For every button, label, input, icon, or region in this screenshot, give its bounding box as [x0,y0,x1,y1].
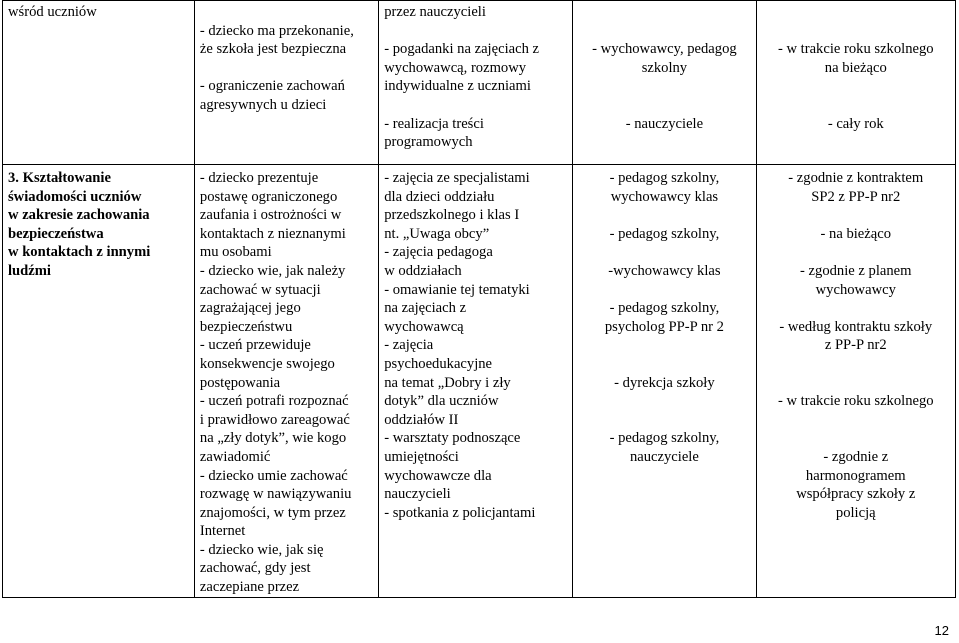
cell-text-line: 3. Kształtowanie [8,170,111,186]
cell-text-line: - w trakcie roku szkolnego [777,393,934,410]
table-row [3,165,956,598]
cell-text-line: indywidualne z uczniami [384,78,531,95]
cell-text-line: że szkoła jest bezpieczna [199,41,347,58]
cell-text-line: - wychowawcy, pedagog [592,41,737,58]
cell-text-line: rozwagę w nawiązywaniu [199,486,352,503]
cell-text-line: zaczepiane przez [199,579,300,596]
blank-line [200,3,373,22]
cell-text-line: zagrażającej jego [199,300,301,317]
cell-text-line: - zgodnie z [823,448,889,465]
blank-line [384,96,567,115]
blank-line [762,3,950,22]
row2-methods-cell [379,165,573,598]
cell-text-line: przedszkolnego i klas I [384,207,520,224]
cell-text-line: wychowawcy klas [610,188,719,205]
cell-text-line: harmonogramem [805,467,906,484]
cell-text-line: wychowawcą [384,318,464,335]
blank-line [578,22,750,41]
cell-text-line: na „zły dotyk”, wie kogo [199,430,347,447]
cell-text-line: znajomości, w tym przez [199,504,346,521]
cell-text-line: na zajęciach z [384,300,467,317]
cell-text-line: mu osobami [199,244,272,261]
row2-deadline-cell [756,165,955,598]
cell-text-line: dotyk” dla uczniów [384,393,499,410]
cell-text-line: oddziałów II [384,411,459,428]
blank-line [578,96,750,115]
cell-text-line: współpracy szkoły z [796,486,916,503]
blank-line [384,22,567,41]
cell-text-line: - cały rok [827,115,884,132]
blank-line [762,77,950,96]
plan-table [2,0,956,598]
cell-text-line: - spotkania z policjantami [384,504,536,521]
blank-line [200,59,373,78]
cell-text-line: - pedagog szkolny, [609,170,720,186]
cell-text-line: - ograniczenie zachowań [199,78,345,95]
cell-text-line: - na bieżąco [820,225,892,242]
row2-task-cell [3,165,195,598]
blank-line [762,299,950,318]
row1-responsible-cell [573,1,756,165]
cell-text-line: - realizacja treści [384,115,484,132]
cell-text-line: -wychowawcy klas [608,262,721,279]
table-row [3,1,956,165]
cell-text-line: kontaktach z nieznanymi [199,225,346,242]
cell-text-line: szkolny [641,59,688,76]
cell-text-line: - zgodnie z planem [800,262,912,279]
cell-text-line: z PP-P nr2 [824,337,887,354]
cell-text-line: programowych [384,134,473,151]
cell-text-line: na bieżąco [824,59,887,76]
cell-text-line: wśród uczniów [8,4,97,20]
row1-goals-cell [194,1,378,165]
cell-text-line: konsekwencje swojego [199,355,335,372]
blank-line [578,281,750,300]
cell-text-line: nauczyciele [629,448,699,465]
row1-deadline-cell [756,1,955,165]
cell-text-line: wychowawcą, rozmowy [384,59,527,76]
cell-text-line: wychowawcy [815,281,896,298]
blank-line [762,374,950,393]
cell-text-line: - dziecko prezentuje [199,170,319,186]
cell-text-line: postawę ograniczonego [199,188,338,205]
blank-line [578,392,750,411]
cell-text-line: - dziecko ma przekonanie, [199,22,354,39]
cell-text-line: nt. „Uwaga obcy” [384,225,490,242]
blank-line [578,243,750,262]
blank-line [762,243,950,262]
blank-line [578,3,750,22]
blank-line [762,22,950,41]
blank-line [762,96,950,115]
cell-text-line: na temat „Dobry i zły [384,374,511,391]
blank-line [762,429,950,448]
cell-text-line: - dziecko wie, jak należy [199,262,346,279]
cell-text-line: - w trakcie roku szkolnego [777,41,934,58]
cell-text-line: dla dzieci oddziału [384,188,495,205]
cell-text-line: SP2 z PP-P nr2 [811,188,901,205]
row2-responsible-cell [573,165,756,598]
cell-text-line: zachować, gdy jest [199,560,311,577]
blank-line [762,411,950,430]
blank-line [578,355,750,374]
blank-line [762,355,950,374]
cell-text-line: - pogadanki na zajęciach z [384,41,540,58]
cell-text-line: - dziecko wie, jak się [199,541,324,558]
cell-text-line: - dyrekcja szkoły [614,374,715,391]
cell-text-line: - nauczyciele [625,115,704,132]
row1-task-cell [3,1,195,165]
cell-text-line: - pedagog szkolny, [609,430,720,447]
cell-text-line: - dziecko umie zachować [199,467,348,484]
cell-text-line: policją [835,504,876,521]
cell-text-line: wychowawcze dla [384,467,492,484]
cell-text-line: zachować w sytuacji [199,281,321,298]
blank-line [578,206,750,225]
cell-text-line: i prawidłowo zareagować [199,411,350,428]
cell-text-line: - zajęcia [384,337,434,354]
blank-line [762,206,950,225]
blank-line [578,411,750,430]
cell-text-line: agresywnych u dzieci [199,96,327,113]
cell-text-line: świadomości uczniów [8,188,142,205]
cell-text-line: bezpieczeństwa [8,225,104,242]
cell-text-line: - omawianie tej tematyki [384,281,530,298]
cell-text-line: - zgodnie z kontraktem [788,170,924,186]
cell-text-line: - zajęcia pedagoga [384,244,493,261]
cell-text-line: - warsztaty podnoszące [384,430,521,447]
cell-text-line: w kontaktach z innymi [8,244,151,261]
cell-text-line: bezpieczeństwu [199,318,293,335]
page-number: 12 [934,623,949,638]
cell-text-line: - uczeń przewiduje [199,337,311,354]
cell-text-line: umiejętności [384,448,459,465]
blank-line [578,336,750,355]
cell-text-line: przez nauczycieli [384,4,486,20]
cell-text-line: nauczycieli [384,486,451,503]
cell-text-line: w zakresie zachowania [8,207,150,224]
cell-text-line: - pedagog szkolny, [609,225,720,242]
cell-text-line: - uczeń potrafi rozpoznać [199,393,349,410]
cell-text-line: zawiadomić [199,448,271,465]
cell-text-line: - według kontraktu szkoły [779,318,933,335]
cell-text-line: w oddziałach [384,262,462,279]
row1-methods-cell [379,1,573,165]
cell-text-line: zaufania i ostrożności w [199,207,342,224]
blank-line [578,77,750,96]
cell-text-line: - zajęcia ze specjalistami [384,170,530,186]
cell-text-line: psycholog PP-P nr 2 [604,318,724,335]
cell-text-line: - pedagog szkolny, [609,300,720,317]
cell-text-line: ludźmi [8,262,51,279]
cell-text-line: postępowania [199,374,281,391]
cell-text-line: psychoedukacyjne [384,355,493,372]
row2-goals-cell [194,165,378,598]
cell-text-line: Internet [199,523,246,540]
